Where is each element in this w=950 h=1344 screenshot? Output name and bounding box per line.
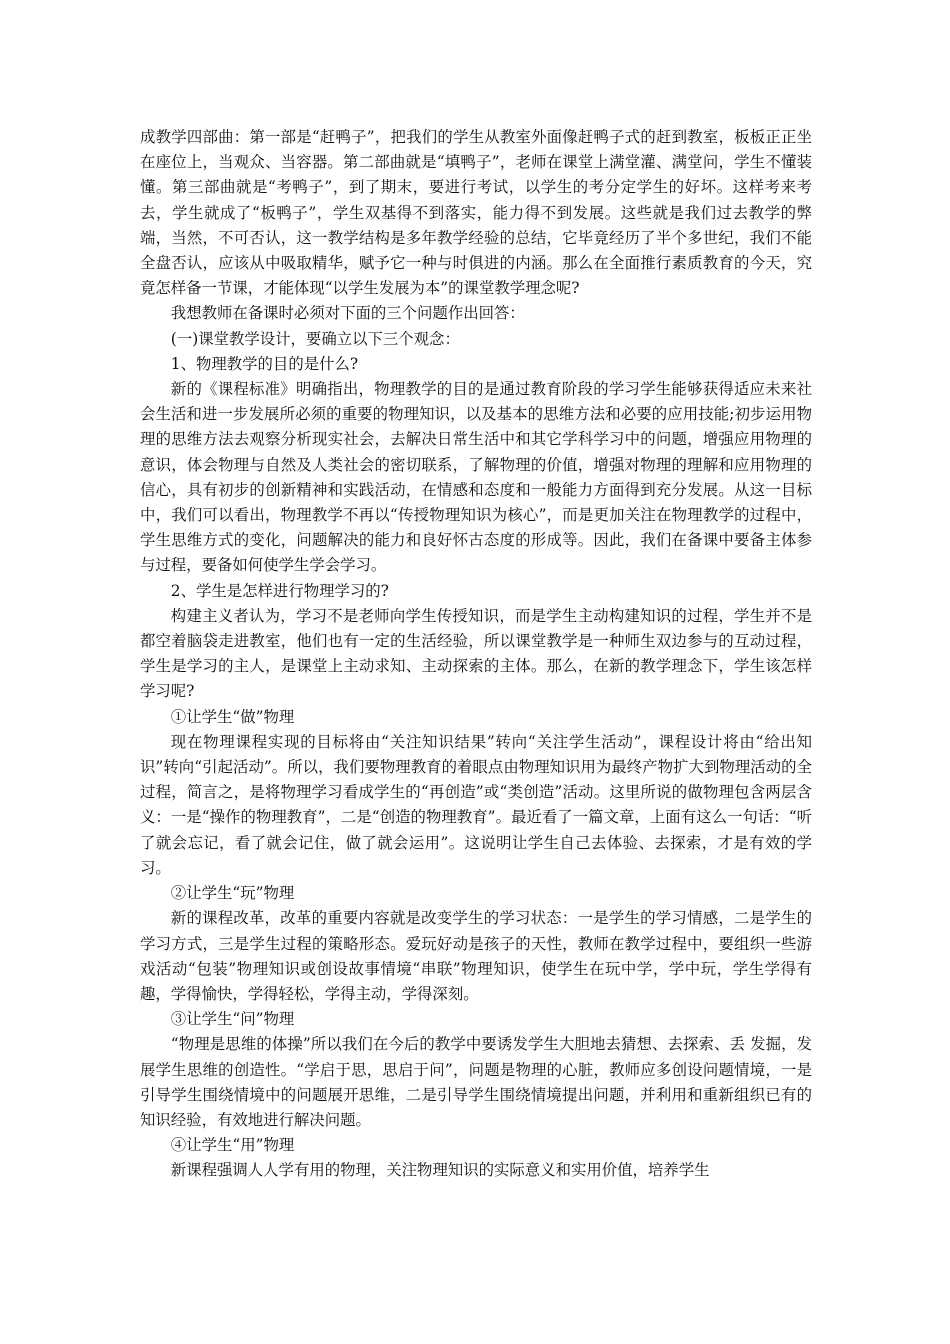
paragraph: 我想教师在备课时必须对下面的三个问题作出回答： bbox=[170, 304, 525, 323]
item-heading: ②让学生“玩”物理 bbox=[170, 884, 295, 903]
item-heading: ③让学生“问”物理 bbox=[170, 1010, 295, 1029]
paragraph: 新的《课程标准》明确指出，物理教学的目的是通过教育阶段的学习学生能够获得适应未来社会生活和进一步发展所必须的重要的物理知识，以及基本的思维方法和必要的应用技能;初步运用物理的思维方法去观察分析现实社会，去解决日常生活中和其它学科学习中的问题，增强应用物理的意识，体会物理与自然及人类社会的密切联系，了解物理的价值，增强对物理的理解和应用物理的信心，具有初步的创新精神和实践活动，在情感和态度和一般能力方面得到充分发展。从这一目标中，我们可以看出，物理教学不再以“传授物理知识为核心”，而是更加关注在物理教学的过程中，学生思维方式的变化，问题解决的能力和良好怀古态度的形成等。因此，我们在备课中要备主体参与过程，要备如何使学生学会学习。 bbox=[140, 380, 812, 575]
section-heading: (一)课堂教学设计，要确立以下三个观念： bbox=[170, 329, 460, 348]
paragraph: 新课程强调人人学有用的物理，关注物理知识的实际意义和实用价值，培养学生 bbox=[170, 1161, 710, 1180]
paragraph: 新的课程改革，改革的重要内容就是改变学生的学习状态：一是学生的学习情感，二是学生的学习方式，三是学生过程的策略形态。爱玩好动是孩子的天性，教师在教学过程中，要组织一些游戏活动“包装”物理知识或创设故事情境“串联”物理知识，使学生在玩中学，学中玩，学生学得有趣，学得愉快，学得轻松，学得主动，学得深刻。 bbox=[140, 909, 812, 1003]
subsection-heading: 1、物理教学的目的是什么? bbox=[170, 354, 359, 373]
paragraph: 构建主义者认为，学习不是老师向学生传授知识，而是学生主动构建知识的过程，学生并不是都空着脑袋走进教室，他们也有一定的生活经验，所以课堂教学是一种师生双边参与的互动过程，学生是学习的主人，是课堂上主动求知、主动探索的主体。那么，在新的教学理念下，学生该怎样学习呢? bbox=[140, 606, 812, 701]
paragraph: “物理是思维的体操”所以我们在今后的教学中要诱发学生大胆地去猜想、去探索、丢 发掘，发展学生思维的创造性。“学启于思，思启于问”，问题是物理的心脏，教师应多创设问题情境，一是引导学生围绕情境中的问题展开思维，二是引导学生围绕情境提出问题，并利用和重新组织已有的知识经验，有效地进行解决问题。 bbox=[140, 1035, 812, 1129]
paragraph: 成教学四部曲：第一部是“赶鸭子”，把我们的学生从教室外面像赶鸭子式的赶到教室，板板正正坐在座位上，当观众、当容器。第二部曲就是“填鸭子”，老师在课堂上满堂灌、满堂问，学生不懂装懂。第三部曲就是“考鸭子”，到了期末，要进行考试，以学生的考分定学生的好坏。这样考来考去，学生就成了“板鸭子”，学生双基得不到落实，能力得不到发展。这些就是我们过去教学的弊端，当然，不可否认，这一教学结构是多年教学经验的总结，它毕竟经历了半个多世纪，我们不能全盘否认，应该从中吸取精华，赋予它一种与时俱进的内涵。那么在全面推行素质教育的今天，究竟怎样备一节课，才能体现“以学生发展为本”的课堂教学理念呢? bbox=[140, 128, 812, 298]
item-heading: ④让学生“用”物理 bbox=[170, 1136, 295, 1155]
subsection-heading: 2、学生是怎样进行物理学习的? bbox=[170, 581, 389, 600]
document-body bbox=[140, 125, 812, 1184]
paragraph: 现在物理课程实现的目标将由“关注知识结果”转向“关注学生活动”，课程设计将由“给出知识”转向“引起活动”。所以，我们要物理教育的着眼点由物理知识用为最终产物扩大到物理活动的全过程，简言之，是将物理学习看成学生的“再创造”或“类创造”活动。这里所说的做物理包含两层含义：一是“操作的物理教育”，二是“创造的物理教育”。最近看了一篇文章，上面有这么一句话：“听了就会忘记，看了就会记住，做了就会运用”。这说明让学生自己去体验、去探索，才是有效的学习。 bbox=[140, 732, 812, 877]
item-heading: ①让学生“做”物理 bbox=[170, 707, 295, 726]
